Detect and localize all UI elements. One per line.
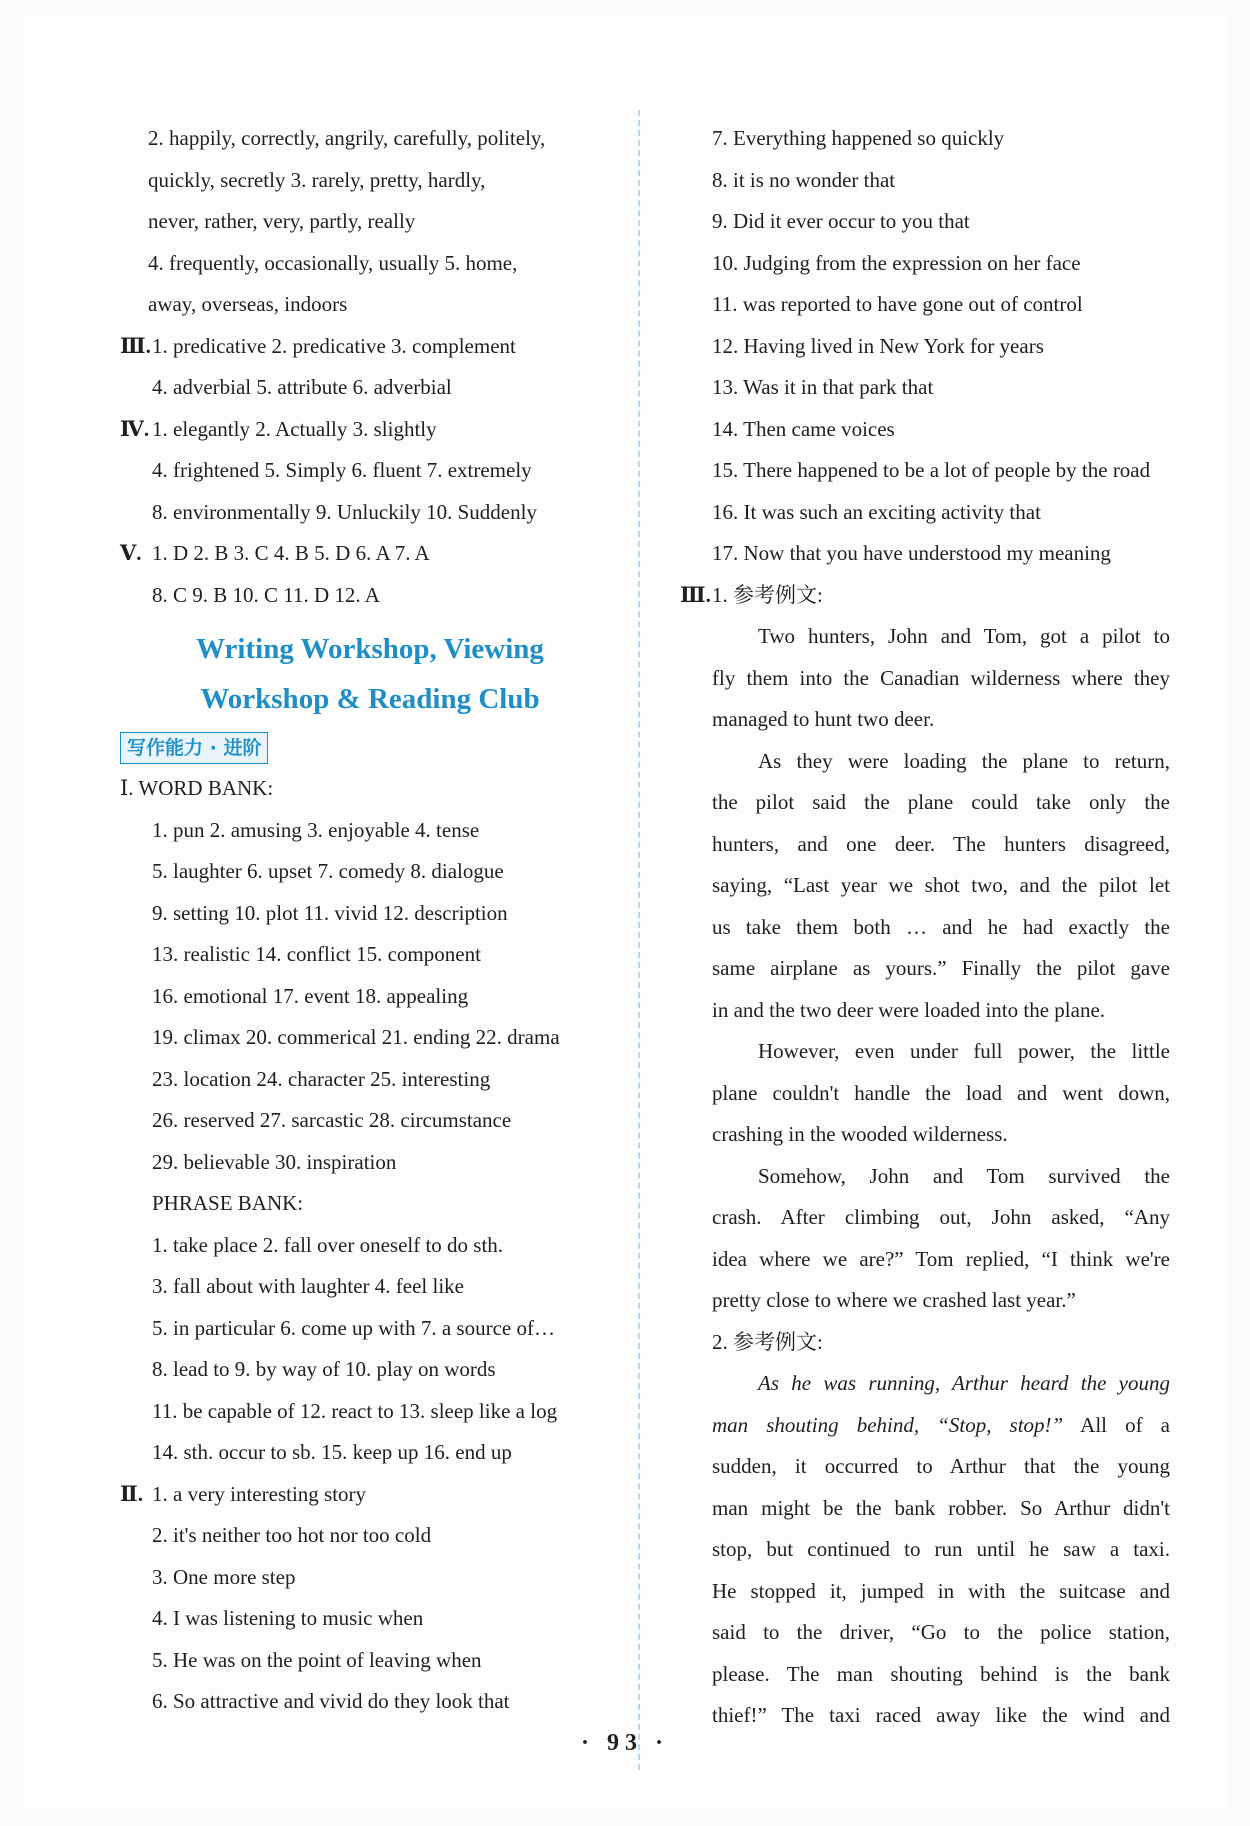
essay-line: hunters, and one deer. The hunters disagreed, bbox=[712, 831, 1170, 856]
answer-line: 17. Now that you have understood my meaning bbox=[712, 541, 1111, 565]
essay-line bbox=[712, 1405, 1170, 1447]
left-column bbox=[120, 118, 620, 1723]
right-column bbox=[680, 118, 1170, 1737]
word-bank-line: 26. reserved 27. sarcastic 28. circumstance bbox=[152, 1108, 512, 1132]
answer-line: 12. Having lived in New York for years bbox=[712, 333, 1044, 358]
answer-line: 1. a very interesting story bbox=[152, 1481, 367, 1506]
sample-label: 2. 参考例文: bbox=[712, 1329, 823, 1354]
section-3-writing bbox=[680, 575, 1170, 617]
section-heading: Writing Workshop, Viewing bbox=[196, 633, 544, 665]
sample-essay-1 bbox=[680, 616, 1170, 1322]
section-heading: Workshop & Reading Club bbox=[200, 683, 540, 715]
text-line: 4. frequently, occasionally, usually 5. home, bbox=[148, 250, 518, 275]
answer-line: 11. was reported to have gone out of control bbox=[712, 292, 1083, 316]
answer-line: 8. it is no wonder that bbox=[712, 167, 896, 192]
word-bank-line: 19. climax 20. commerical 21. ending 22. drama bbox=[152, 1025, 560, 1049]
word-bank-line: 5. laughter 6. upset 7. comedy 8. dialogue bbox=[152, 859, 504, 883]
sample-label: 1. 参考例文: bbox=[712, 582, 823, 607]
answer-line: 7. Everything happened so quickly bbox=[712, 126, 1005, 150]
essay-line: man might be the bank robber. So Arthur didn't bbox=[712, 1495, 1170, 1520]
word-bank-line: 29. believable 30. inspiration bbox=[152, 1149, 397, 1174]
essay-line: us take them both … and he had exactly the bbox=[712, 914, 1170, 939]
answer-line: 4. adverbial 5. attribute 6. adverbial bbox=[152, 375, 452, 399]
answer-line: 1. predicative 2. predicative 3. complement bbox=[152, 333, 516, 358]
word-bank-line: 1. pun 2. amusing 3. enjoyable 4. tense bbox=[152, 817, 480, 842]
essay-line: said to the driver, “Go to the police station, bbox=[712, 1620, 1170, 1644]
answer-line: 8. C 9. B 10. C 11. D 12. A bbox=[152, 582, 380, 607]
answer-line: 16. It was such an exciting activity that bbox=[712, 499, 1041, 524]
section-numeral: Ⅳ. bbox=[120, 416, 150, 441]
answer-line: 1. D 2. B 3. C 4. B 5. D 6. A 7. A bbox=[152, 541, 430, 565]
essay-line: idea where we are?” Tom replied, “I think we're bbox=[712, 1246, 1170, 1271]
answer-line: 9. Did it ever occur to you that bbox=[712, 209, 970, 233]
answer-line: 13. Was it in that park that bbox=[712, 375, 934, 399]
text-line: never, rather, very, partly, really bbox=[148, 209, 416, 233]
essay-line: in and the two deer were loaded into the plane. bbox=[712, 997, 1106, 1022]
phrase-bank-line: 14. sth. occur to sb. 15. keep up 16. end up bbox=[152, 1440, 512, 1464]
essay-italic-text: man shouting behind, “Stop, stop!” bbox=[712, 1412, 1064, 1437]
phrase-bank-line: 11. be capable of 12. react to 13. sleep like a log bbox=[152, 1398, 558, 1423]
essay-line: same airplane as yours.” Finally the pilot gave bbox=[712, 956, 1170, 980]
answer-line: 6. So attractive and vivid do they look that bbox=[152, 1689, 510, 1713]
answer-line: 14. Then came voices bbox=[712, 416, 895, 441]
answer-line: 2. it's neither too hot nor too cold bbox=[152, 1523, 432, 1547]
answer-line: 3. One more step bbox=[152, 1564, 296, 1589]
phrase-bank-line: 8. lead to 9. by way of 10. play on words bbox=[152, 1357, 496, 1381]
sample-essay-2 bbox=[680, 1363, 1170, 1737]
page-number: · 93 · bbox=[580, 1730, 669, 1756]
essay-line: pretty close to where we crashed last year.” bbox=[712, 1288, 1076, 1312]
word-bank-line: 23. location 24. character 25. interesting bbox=[152, 1066, 491, 1091]
essay-line: managed to hunt two deer. bbox=[712, 707, 935, 731]
answer-line: 10. Judging from the expression on her face bbox=[712, 250, 1081, 275]
section-4 bbox=[120, 409, 620, 451]
answer-line: 1. elegantly 2. Actually 3. slightly bbox=[152, 416, 437, 441]
essay-line: crash. After climbing out, John asked, “Any bbox=[712, 1205, 1170, 1229]
answer-line: 5. He was on the point of leaving when bbox=[152, 1647, 482, 1672]
essay-line: Two hunters, John and Tom, got a pilot to bbox=[758, 624, 1170, 648]
essay-line: plane couldn't handle the load and went down, bbox=[712, 1080, 1170, 1105]
text-line: 2. happily, correctly, angrily, carefully, politely, bbox=[148, 126, 546, 150]
phrase-bank-line: 5. in particular 6. come up with 7. a source of… bbox=[152, 1315, 555, 1340]
essay-line: He stopped it, jumped in with the suitcase and bbox=[712, 1578, 1170, 1603]
essay-line: crashing in the wooded wilderness. bbox=[712, 1122, 1008, 1146]
section-3 bbox=[120, 326, 620, 368]
essay-line: sudden, it occurred to Arthur that the young bbox=[712, 1454, 1170, 1478]
word-bank-title: Ⅰ. WORD BANK: bbox=[120, 776, 274, 800]
section-numeral: Ⅴ. bbox=[120, 541, 142, 565]
word-bank-line: 13. realistic 14. conflict 15. component bbox=[152, 942, 481, 966]
essay-line: thief!” The taxi raced away like the wind and bbox=[712, 1703, 1170, 1727]
essay-line: As they were loading the plane to return, bbox=[758, 748, 1170, 773]
answer-line: 4. I was listening to music when bbox=[152, 1606, 424, 1630]
phrase-bank-line: 3. fall about with laughter 4. feel like bbox=[152, 1274, 464, 1298]
essay-line: please. The man shouting behind is the bank bbox=[712, 1661, 1170, 1686]
section-5 bbox=[120, 533, 620, 575]
text-line: quickly, secretly 3. rarely, pretty, hardly, bbox=[148, 167, 486, 192]
essay-line: stop, but continued to run until he saw a taxi. bbox=[712, 1537, 1170, 1561]
phrase-bank-line: 1. take place 2. fall over oneself to do sth. bbox=[152, 1232, 504, 1257]
section-2 bbox=[120, 1474, 620, 1516]
phrase-bank-title: PHRASE BANK: bbox=[152, 1191, 304, 1215]
section-numeral: Ⅲ. bbox=[680, 582, 711, 607]
essay-line: fly them into the Canadian wilderness where they bbox=[712, 665, 1170, 690]
word-bank-line: 9. setting 10. plot 11. vivid 12. description bbox=[152, 900, 508, 925]
section-tag: 写作能力 · 进阶 bbox=[120, 732, 268, 764]
essay-line: Somehow, John and Tom survived the bbox=[758, 1163, 1170, 1188]
essay-line: As he was running, Arthur heard the young bbox=[758, 1371, 1170, 1395]
section-numeral: Ⅱ. bbox=[120, 1481, 143, 1506]
essay-line: saying, “Last year we shot two, and the pilot let bbox=[712, 873, 1170, 897]
essay-text: All of a bbox=[1063, 1412, 1170, 1437]
essay-line: the pilot said the plane could take only the bbox=[712, 790, 1170, 814]
answer-line: 4. frightened 5. Simply 6. fluent 7. extremely bbox=[152, 458, 532, 482]
word-bank-line: 16. emotional 17. event 18. appealing bbox=[152, 983, 469, 1008]
section-numeral: Ⅲ. bbox=[120, 333, 151, 358]
text-line: away, overseas, indoors bbox=[148, 292, 348, 316]
column-divider bbox=[638, 110, 640, 1770]
answer-line: 8. environmentally 9. Unluckily 10. Suddenly bbox=[152, 499, 537, 524]
answer-line: 15. There happened to be a lot of people by the road bbox=[712, 458, 1151, 482]
essay-line: However, even under full power, the little bbox=[758, 1039, 1170, 1063]
